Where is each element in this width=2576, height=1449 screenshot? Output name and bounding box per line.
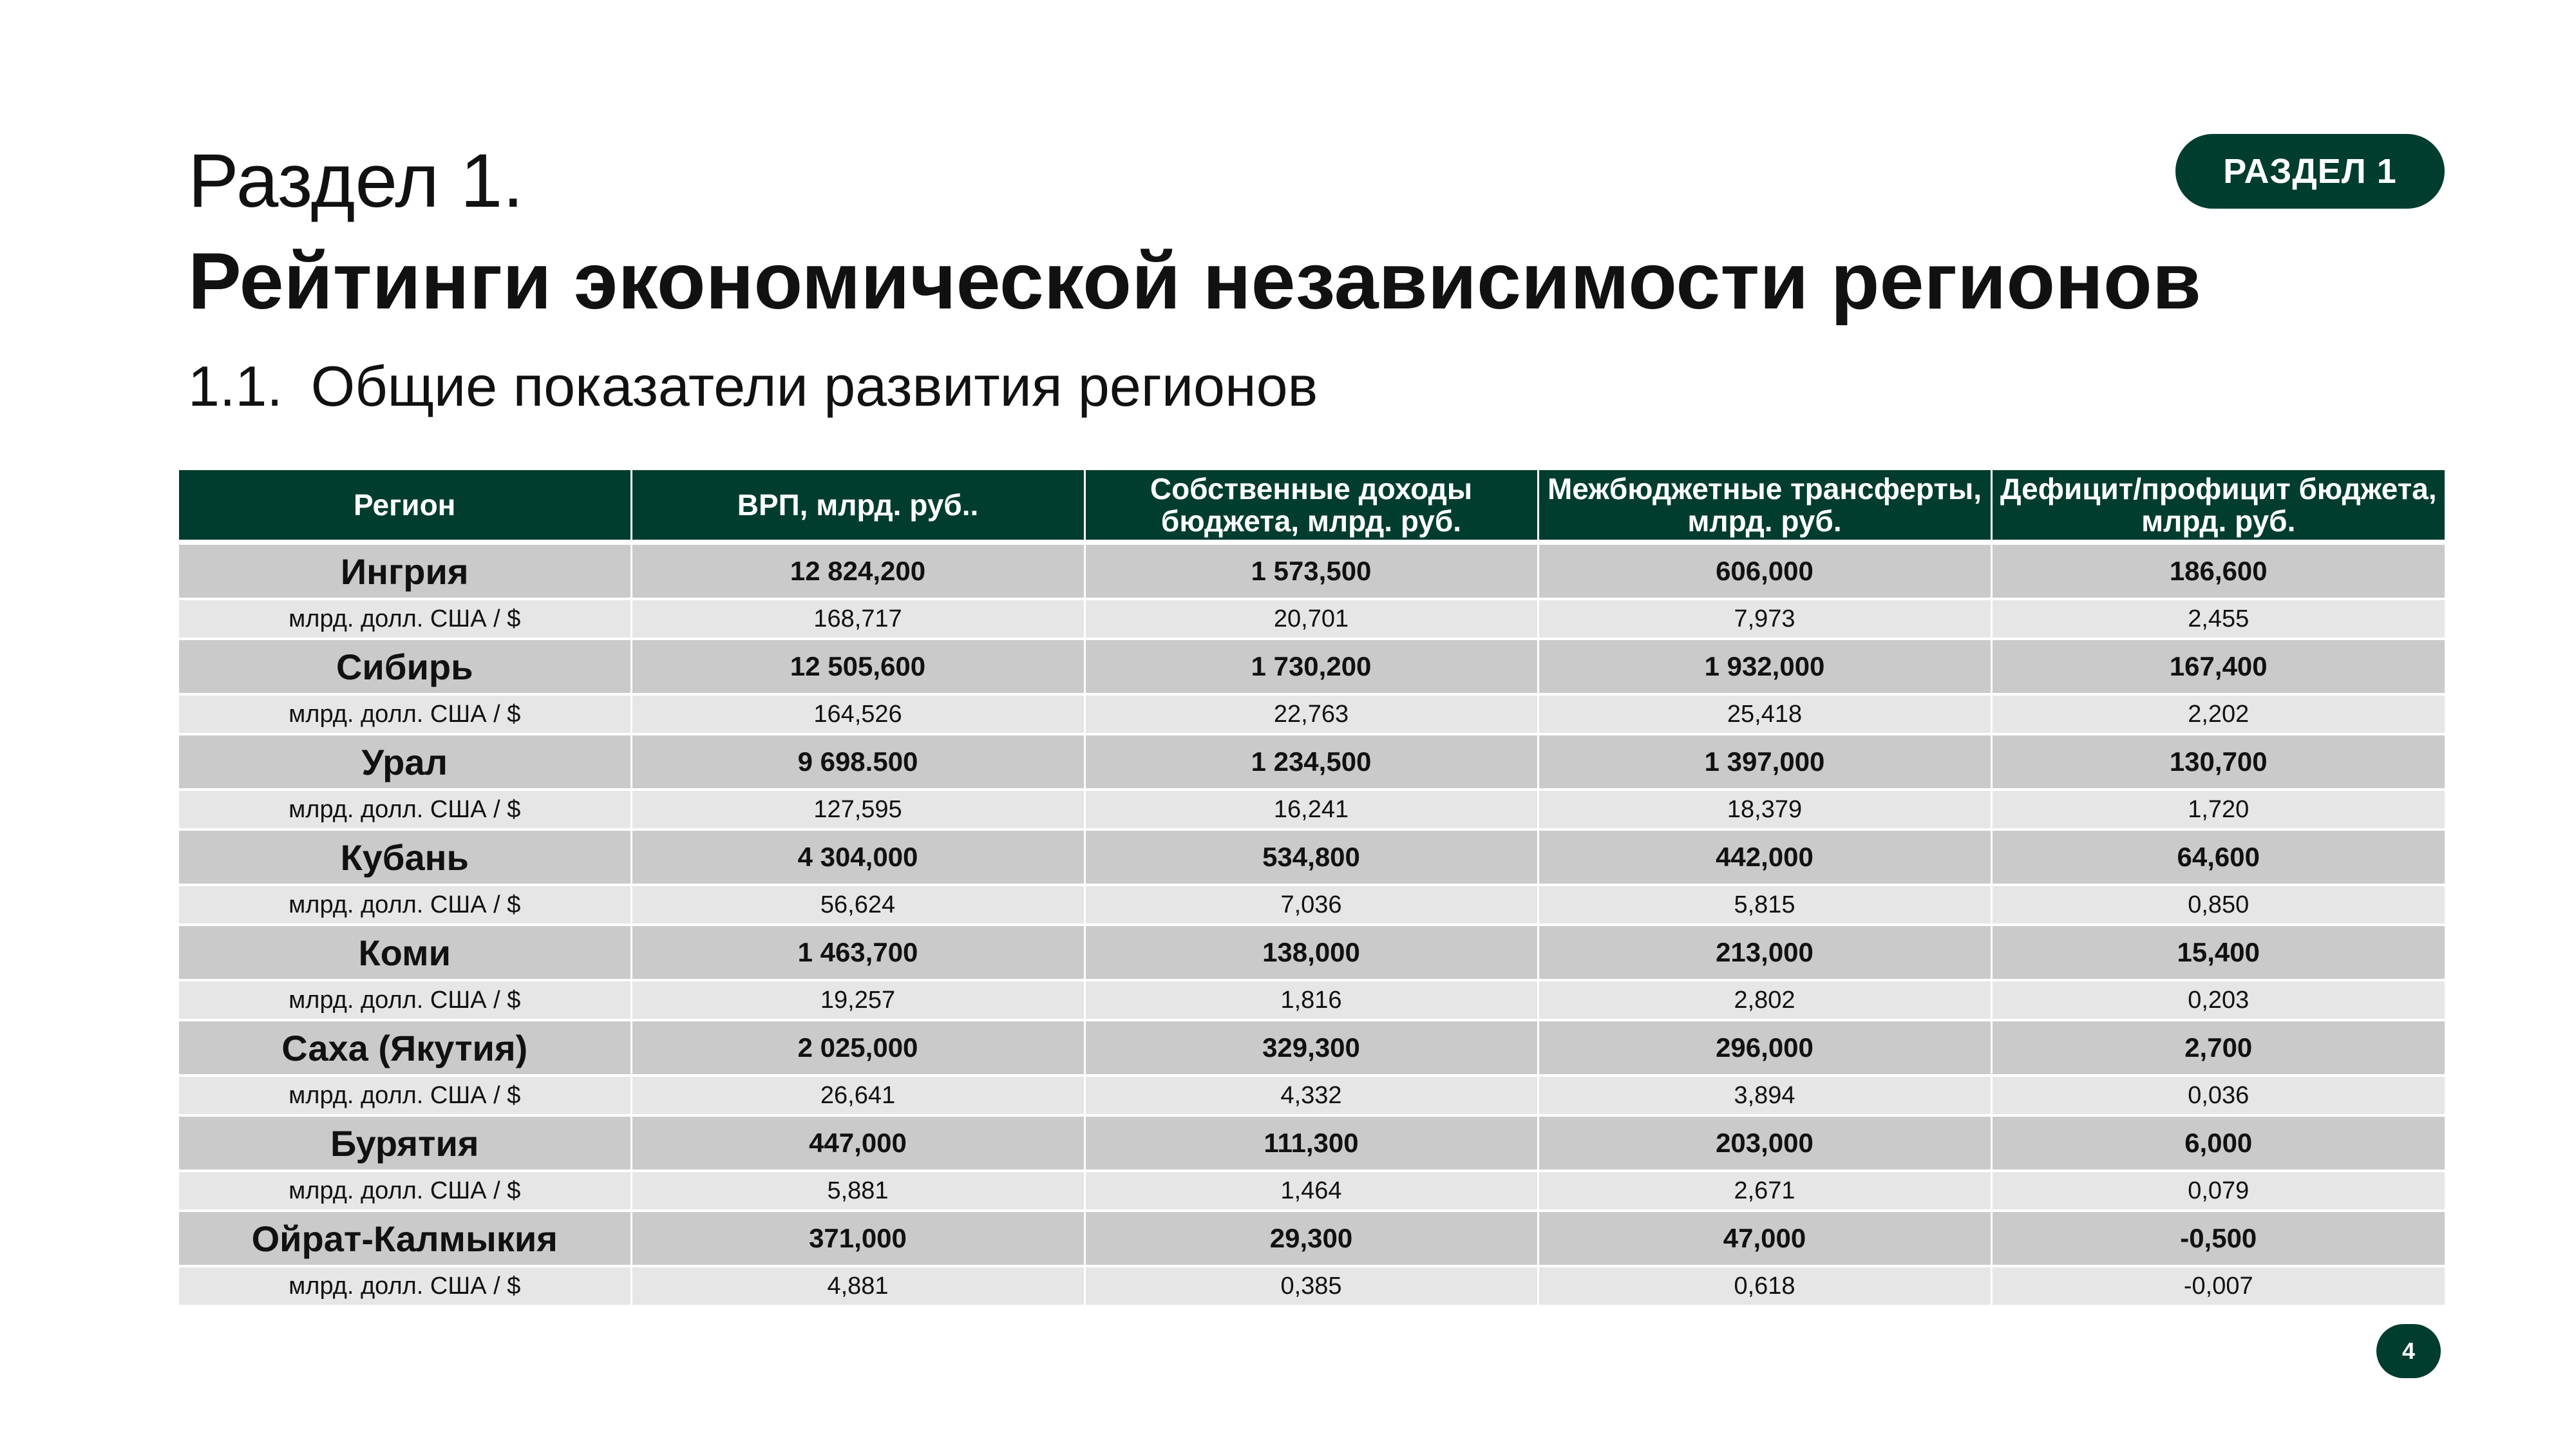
page-title: Рейтинги экономической независимости регионов — [188, 237, 2201, 326]
usd-value-cell: 20,701 — [1084, 599, 1538, 639]
subsection-number: 1.1. — [188, 354, 283, 418]
subsection-title: Общие показатели развития регионов — [310, 354, 1318, 418]
table-header-row — [179, 470, 2445, 542]
usd-value-cell: 4,332 — [1084, 1075, 1538, 1115]
usd-value-cell: 56,624 — [631, 885, 1084, 925]
value-cell: 213,000 — [1538, 925, 1991, 980]
region-name-cell: Урал — [179, 734, 631, 790]
usd-value-cell: 2,802 — [1538, 980, 1991, 1020]
value-cell: 111,300 — [1084, 1115, 1538, 1171]
value-cell: 2 025,000 — [631, 1020, 1084, 1075]
usd-value-cell: 5,881 — [631, 1171, 1084, 1211]
usd-value-cell: 5,815 — [1538, 885, 1991, 925]
value-cell: 186,600 — [1991, 542, 2445, 599]
usd-value-cell: 19,257 — [631, 980, 1084, 1020]
usd-label-cell: млрд. долл. США / $ — [179, 1171, 631, 1211]
region-name-cell: Кубань — [179, 829, 631, 885]
value-cell: 1 932,000 — [1538, 639, 1991, 694]
table-row-usd — [179, 599, 2445, 639]
page-number: 4 — [2376, 1324, 2441, 1378]
value-cell: 167,400 — [1991, 639, 2445, 694]
usd-value-cell: 2,671 — [1538, 1171, 1991, 1211]
table-row-usd — [179, 980, 2445, 1020]
usd-value-cell: 1,816 — [1084, 980, 1538, 1020]
usd-label-cell: млрд. долл. США / $ — [179, 980, 631, 1020]
usd-value-cell: 0,385 — [1084, 1266, 1538, 1306]
usd-value-cell: 0,203 — [1991, 980, 2445, 1020]
value-cell: 1 573,500 — [1084, 542, 1538, 599]
usd-value-cell: 7,036 — [1084, 885, 1538, 925]
table-row — [179, 829, 2445, 885]
table-row-usd — [179, 1171, 2445, 1211]
usd-label-cell: млрд. долл. США / $ — [179, 790, 631, 829]
section-badge: РАЗДЕЛ 1 — [2175, 134, 2445, 209]
value-cell: 12 505,600 — [631, 639, 1084, 694]
column-header-deficit: Дефицит/профицит бюджета, млрд. руб. — [1991, 470, 2445, 542]
value-cell: 64,600 — [1991, 829, 2445, 885]
usd-value-cell: 22,763 — [1084, 694, 1538, 734]
usd-value-cell: 164,526 — [631, 694, 1084, 734]
usd-value-cell: 168,717 — [631, 599, 1084, 639]
table-row — [179, 542, 2445, 599]
value-cell: 203,000 — [1538, 1115, 1991, 1171]
usd-value-cell: 0,079 — [1991, 1171, 2445, 1211]
table-row — [179, 639, 2445, 694]
section-label: Раздел 1. — [188, 138, 524, 223]
value-cell: 371,000 — [631, 1211, 1084, 1266]
usd-value-cell: 1,720 — [1991, 790, 2445, 829]
value-cell: 4 304,000 — [631, 829, 1084, 885]
value-cell: 1 397,000 — [1538, 734, 1991, 790]
usd-value-cell: 2,455 — [1991, 599, 2445, 639]
usd-value-cell: 4,881 — [631, 1266, 1084, 1306]
usd-value-cell: 18,379 — [1538, 790, 1991, 829]
value-cell: 130,700 — [1991, 734, 2445, 790]
region-name-cell: Саха (Якутия) — [179, 1020, 631, 1075]
region-name-cell: Ойрат-Калмыкия — [179, 1211, 631, 1266]
usd-value-cell: 1,464 — [1084, 1171, 1538, 1211]
usd-value-cell: 25,418 — [1538, 694, 1991, 734]
table-row-usd — [179, 694, 2445, 734]
usd-value-cell: 26,641 — [631, 1075, 1084, 1115]
usd-label-cell: млрд. долл. США / $ — [179, 885, 631, 925]
table-row — [179, 1020, 2445, 1075]
table-body — [179, 542, 2445, 1306]
value-cell: 1 234,500 — [1084, 734, 1538, 790]
table-row-usd — [179, 1266, 2445, 1306]
column-header-own-revenue: Собственные доходы бюджета, млрд. руб. — [1084, 470, 1538, 542]
usd-value-cell: 0,850 — [1991, 885, 2445, 925]
usd-value-cell: 3,894 — [1538, 1075, 1991, 1115]
table-row — [179, 925, 2445, 980]
value-cell: 9 698.500 — [631, 734, 1084, 790]
usd-value-cell: 127,595 — [631, 790, 1084, 829]
table-row — [179, 1211, 2445, 1266]
value-cell: -0,500 — [1991, 1211, 2445, 1266]
subsection-heading — [188, 348, 1318, 425]
value-cell: 29,300 — [1084, 1211, 1538, 1266]
value-cell: 1 730,200 — [1084, 639, 1538, 694]
value-cell: 6,000 — [1991, 1115, 2445, 1171]
region-name-cell: Сибирь — [179, 639, 631, 694]
usd-label-cell: млрд. долл. США / $ — [179, 694, 631, 734]
value-cell: 12 824,200 — [631, 542, 1084, 599]
column-header-transfers: Межбюджетные трансферты, млрд. руб. — [1538, 470, 1991, 542]
value-cell: 1 463,700 — [631, 925, 1084, 980]
value-cell: 15,400 — [1991, 925, 2445, 980]
region-name-cell: Ингрия — [179, 542, 631, 599]
value-cell: 534,800 — [1084, 829, 1538, 885]
column-header-region: Регион — [179, 470, 631, 542]
table-row-usd — [179, 790, 2445, 829]
usd-value-cell: 2,202 — [1991, 694, 2445, 734]
table-row-usd — [179, 885, 2445, 925]
usd-label-cell: млрд. долл. США / $ — [179, 1075, 631, 1115]
value-cell: 329,300 — [1084, 1020, 1538, 1075]
usd-value-cell: 16,241 — [1084, 790, 1538, 829]
region-name-cell: Коми — [179, 925, 631, 980]
region-name-cell: Бурятия — [179, 1115, 631, 1171]
usd-value-cell: 7,973 — [1538, 599, 1991, 639]
value-cell: 447,000 — [631, 1115, 1084, 1171]
column-header-grp: ВРП, млрд. руб.. — [631, 470, 1084, 542]
regions-table — [179, 470, 2445, 1307]
usd-value-cell: -0,007 — [1991, 1266, 2445, 1306]
value-cell: 296,000 — [1538, 1020, 1991, 1075]
usd-value-cell: 0,618 — [1538, 1266, 1991, 1306]
usd-value-cell: 0,036 — [1991, 1075, 2445, 1115]
value-cell: 138,000 — [1084, 925, 1538, 980]
value-cell: 47,000 — [1538, 1211, 1991, 1266]
value-cell: 606,000 — [1538, 542, 1991, 599]
usd-label-cell: млрд. долл. США / $ — [179, 1266, 631, 1306]
usd-label-cell: млрд. долл. США / $ — [179, 599, 631, 639]
value-cell: 442,000 — [1538, 829, 1991, 885]
table-row-usd — [179, 1075, 2445, 1115]
table-row — [179, 734, 2445, 790]
table-row — [179, 1115, 2445, 1171]
value-cell: 2,700 — [1991, 1020, 2445, 1075]
